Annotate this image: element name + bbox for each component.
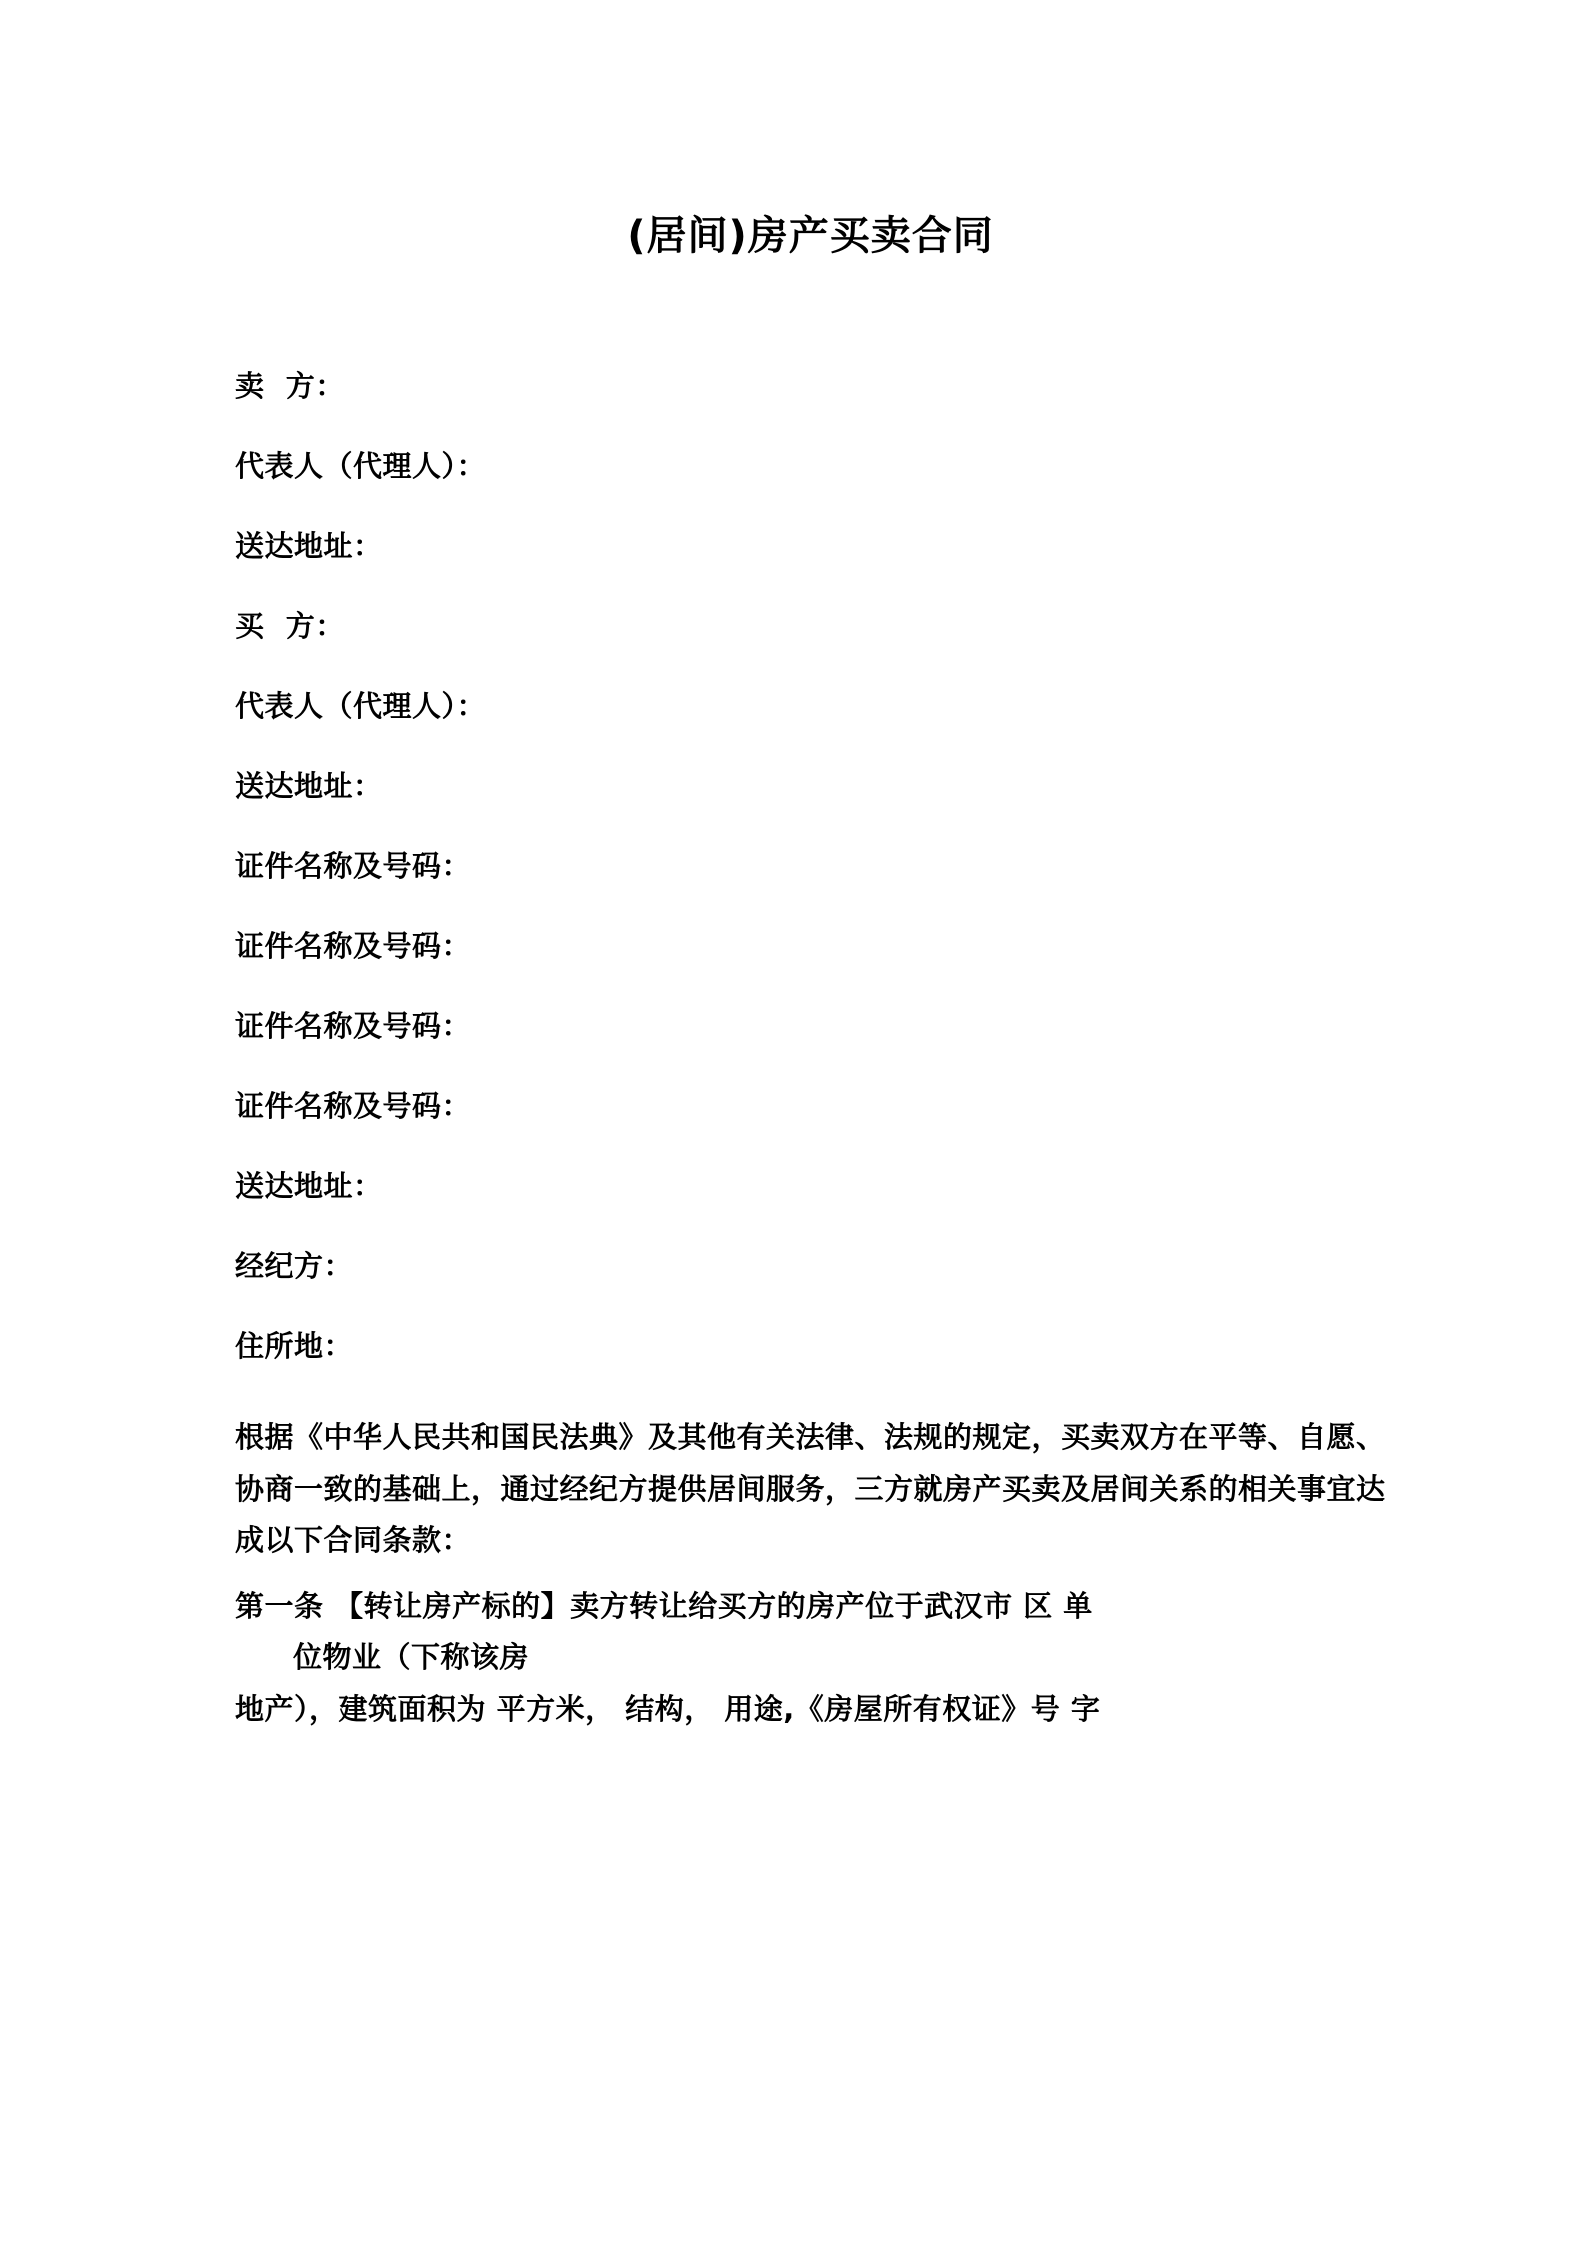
field-id-name-number-1: 证件名称及号码： bbox=[235, 849, 472, 883]
field-delivery-address: 送达地址： bbox=[235, 1169, 383, 1203]
field-seller-address: 送达地址： bbox=[235, 529, 383, 563]
field-id-name-number-2: 证件名称及号码： bbox=[235, 929, 472, 963]
field-broker-residence: 住所地： bbox=[235, 1329, 354, 1363]
clause-one bbox=[235, 1581, 1386, 1736]
field-seller-representative: 代表人（代理人）： bbox=[235, 449, 487, 483]
paragraph-preamble: 根据《中华人民共和国民法典》及其他有关法律、法规的规定，买卖双方在平等、自愿、协商一致的基础上，通过经纪方提供居间服务，三方就房产买卖及居间关系的相关事宜达成以下合同条款： bbox=[235, 1420, 1386, 1558]
field-buyer: 买 方： bbox=[235, 609, 345, 643]
field-id-name-number-4: 证件名称及号码： bbox=[235, 1089, 472, 1123]
field-seller: 卖 方： bbox=[235, 369, 345, 403]
field-broker: 经纪方： bbox=[235, 1249, 354, 1283]
field-buyer-representative: 代表人（代理人）： bbox=[235, 689, 487, 723]
field-buyer-address: 送达地址： bbox=[235, 769, 383, 803]
clause-one-line-1: 第一条 【转让房产标的】卖方转让给买方的房产位于武汉市 区 单 bbox=[235, 1588, 1093, 1623]
clause-one-line-3: 地产），建筑面积为 平方米， 结构， 用途,《房屋所有权证》号 字 bbox=[235, 1692, 1101, 1727]
page-title: (居间)房产买卖合同 bbox=[627, 213, 994, 259]
paragraph-spacer bbox=[235, 1567, 1386, 1581]
clause-one-line-2: 位物业（下称该房 bbox=[293, 1640, 530, 1675]
document-body bbox=[235, 369, 1386, 1736]
field-id-name-number-3: 证件名称及号码： bbox=[235, 1009, 472, 1043]
